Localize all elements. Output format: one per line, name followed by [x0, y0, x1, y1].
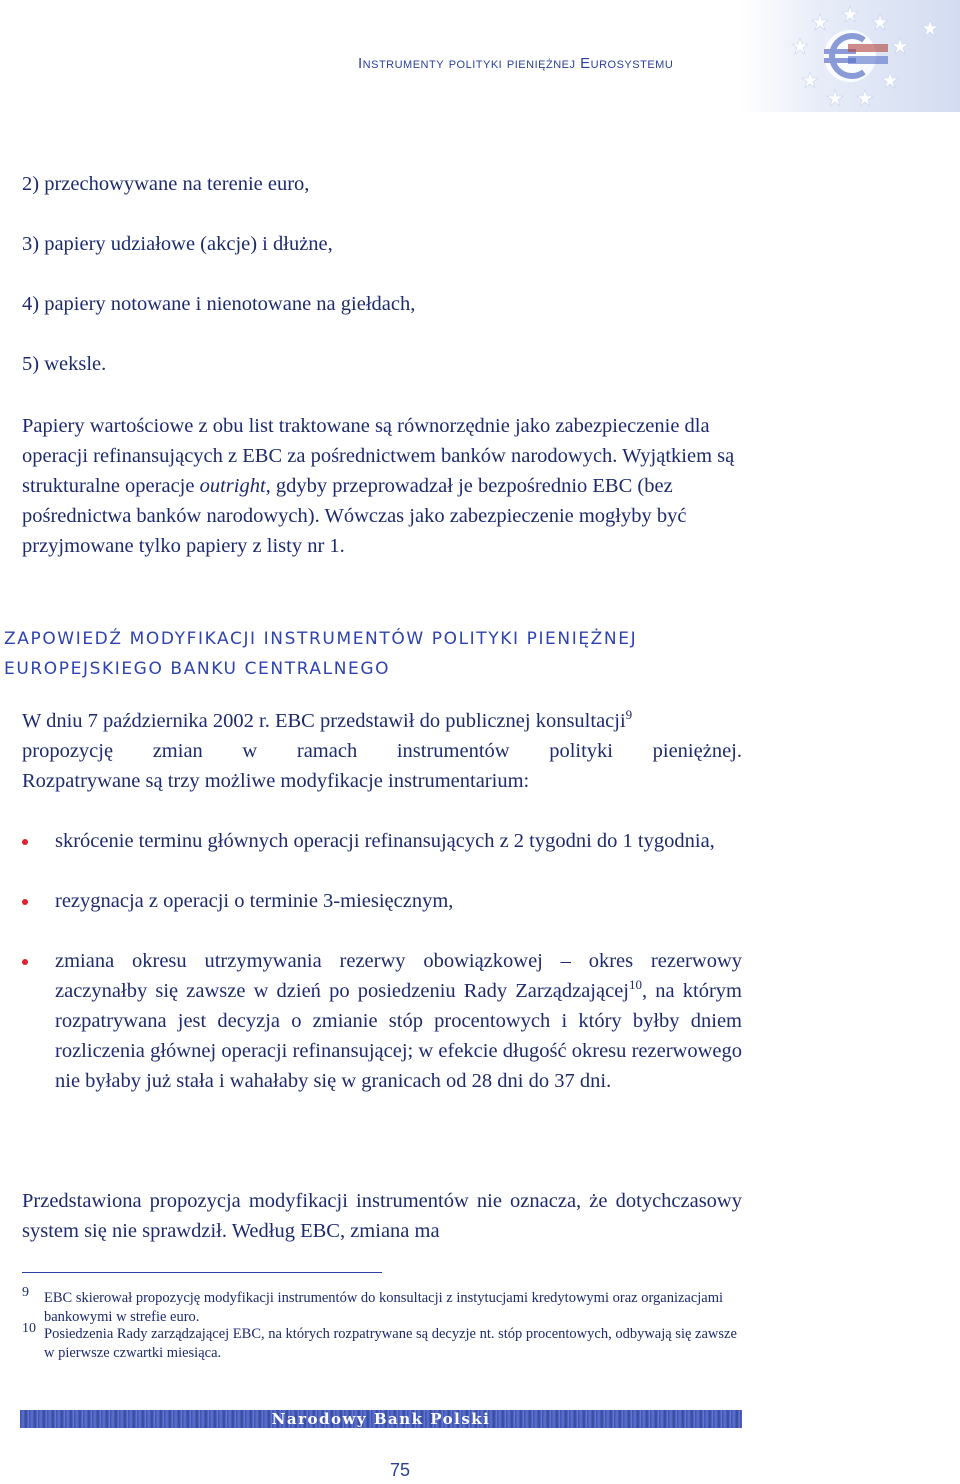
footnote-text: Posiedzenia Rady zarządzającej EBC, na których rozpatrywane są decyzje nt. stóp procentowych, odbywają się zawsze w pierwsze czwartki miesiąca. [44, 1326, 737, 1361]
footnote [22, 1285, 742, 1327]
bullet-icon [22, 839, 28, 845]
footnote-text: EBC skierował propozycję modyfikacji instrumentów do konsultacji z instytucjami kredytowymi oraz organizacjami bankowymi w strefie euro. [44, 1290, 724, 1325]
paragraph-line [22, 706, 742, 736]
paragraph-text: , gdyby przeprowadzał je bezpośrednio EBC (bez pośrednictwa banków narodowych). Wówczas jako zabezpieczenie mogłyby być przyjmowane tylko papiery z listy nr 1. [22, 475, 687, 557]
paragraph-collateral [22, 411, 742, 561]
section-heading: ZAPOWIEDŹ MODYFIKACJI INSTRUMENTÓW POLITYKI PIENIĘŻNEJ EUROPEJSKIEGO BANKU CENTRALNEGO [4, 629, 638, 679]
footer-band [20, 1410, 742, 1428]
footnote-divider [22, 1272, 382, 1273]
footnote-ref[interactable]: 10 [629, 977, 642, 993]
paragraph-conclusion: Przedstawiona propozycja modyfikacji instrumentów nie oznacza, że dotychczasowy system się nie sprawdził. Według EBC, zmiana ma [22, 1190, 742, 1242]
footnote-mark: 10 [22, 1321, 36, 1336]
italic-term: outright [199, 475, 266, 497]
euro-emblem-icon [740, 0, 960, 112]
euro-emblem-graphic [740, 0, 960, 112]
paragraph-line: propozycję zmian w ramach instrumentów polityki pieniężnej. [22, 740, 742, 762]
bullet-text: skrócenie terminu głównych operacji refinansujących z 2 tygodni do 1 tygodnia, [55, 830, 715, 852]
bullet-text: rezygnacja z operacji o terminie 3-miesięcznym, [55, 890, 454, 912]
bullet-icon [22, 899, 28, 905]
footnote-ref[interactable]: 9 [625, 707, 633, 723]
bullet-icon [22, 959, 28, 965]
running-header: Instrumenty polityki pieniężnej Eurosystemu [358, 55, 674, 72]
paragraph-line: Rozpatrywane są trzy możliwe modyfikacje instrumentarium: [22, 770, 530, 792]
page-number: 75 [389, 1460, 411, 1480]
list-item: 2) przechowywane na terenie euro, [22, 173, 310, 195]
paragraph-text: Papiery wartościowe z obu list traktowane są równorzędnie jako zabezpieczenie dla operacji refinansujących z EBC za pośrednictwem banków narodowych. Wyjątkiem są strukturalne operacje [22, 415, 735, 497]
bullet-list [22, 826, 742, 1096]
bullet-item [22, 826, 742, 856]
list-item: 4) papiery notowane i nienotowane na giełdach, [22, 293, 416, 315]
list-item: 3) papiery udziałowe (akcje) i dłużne, [22, 233, 333, 255]
bullet-text: zmiana okresu utrzymywania rezerwy obowiązkowej – okres rezerwowy zaczynałby się zawsze w dzień po posiedzeniu Rady Zarządzającej [55, 950, 742, 1002]
footer-bank-name: Narodowy Bank Polski [271, 1410, 491, 1428]
footnote [22, 1321, 742, 1363]
footnote-mark: 9 [22, 1285, 29, 1300]
bullet-item [22, 946, 742, 1096]
bullet-text: , na którym rozpatrywana jest decyzja o zmianie stóp procentowych i który byłby dniem rozliczenia głównej operacji refinansującej; w efekcie długość okresu rezerwowego nie byłaby już stała i wahałaby się w granicach od 28 dni do 37 dni. [55, 980, 742, 1092]
list-item: 5) weksle. [22, 353, 107, 375]
bullet-item [22, 886, 742, 916]
paragraph-text: W dniu 7 października 2002 r. EBC przedstawił do publicznej konsultacji [22, 710, 626, 732]
paragraph-announcement [22, 706, 742, 796]
